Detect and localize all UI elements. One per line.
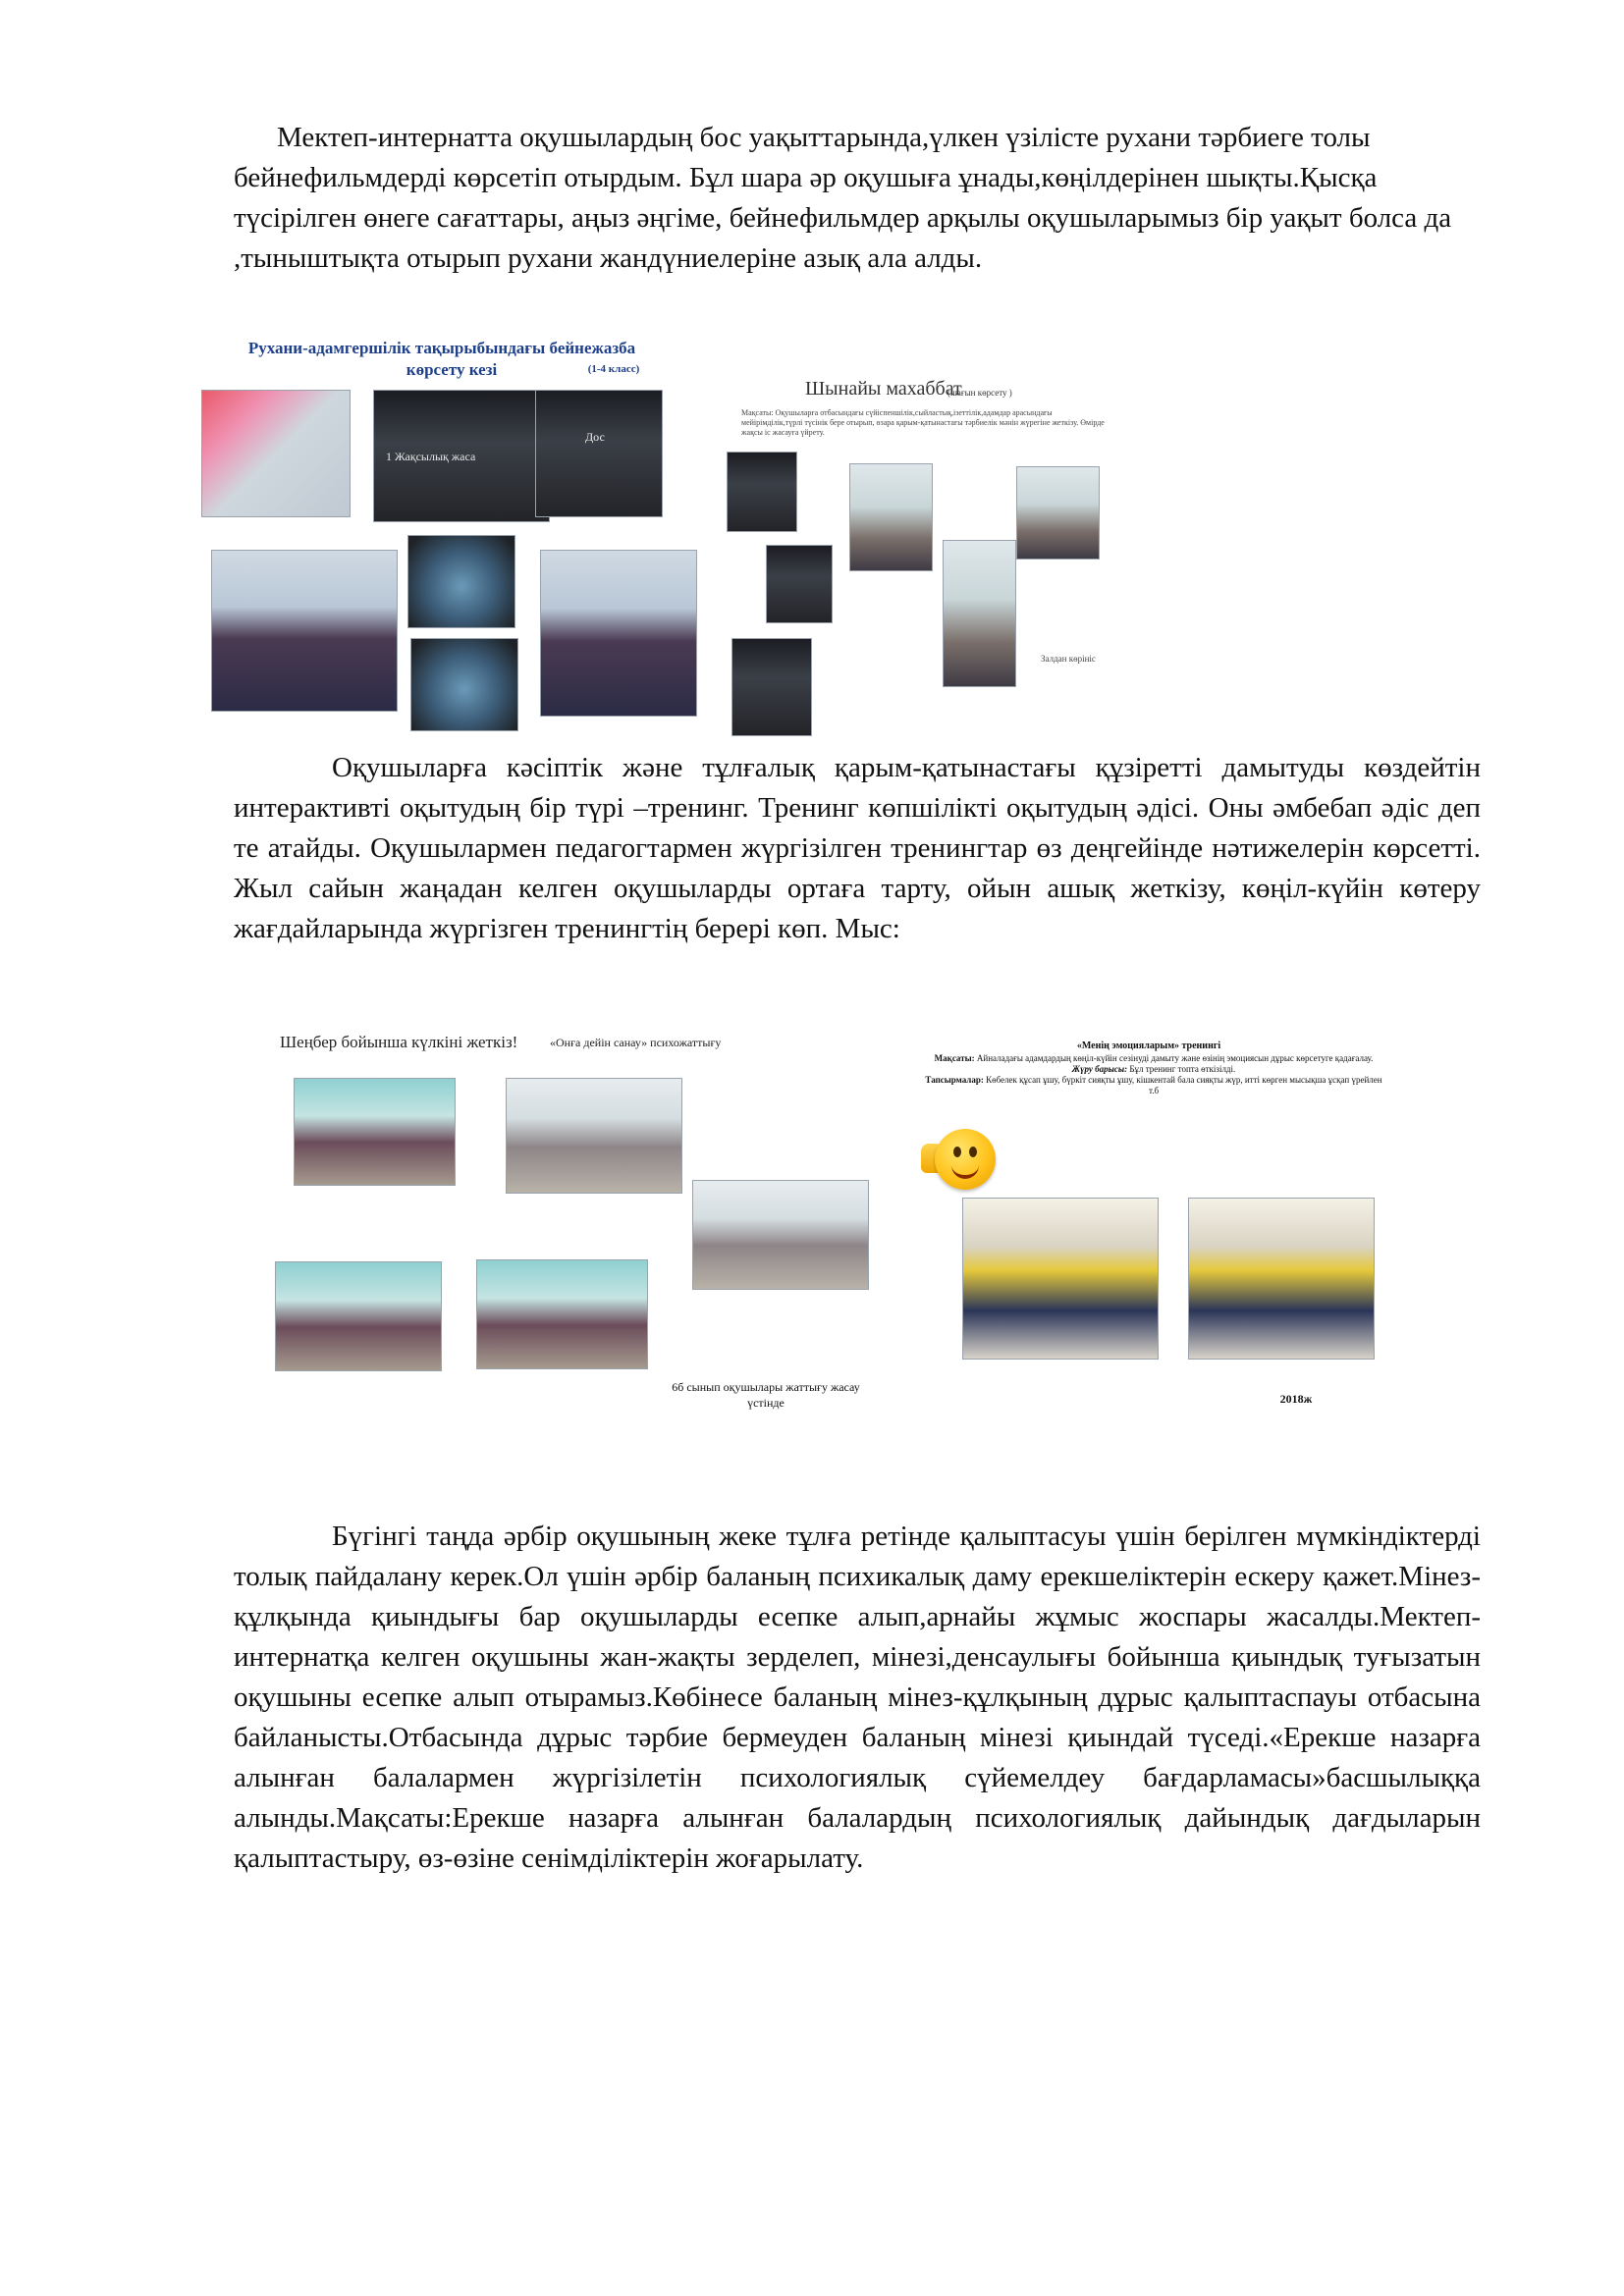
screen-photo [535, 390, 663, 517]
collage-title: Рухани-адамгершілік тақырыбындағы бейнежазба [247, 339, 636, 357]
film-photo [766, 545, 833, 623]
collage-goal [923, 1053, 1384, 1096]
students-photo [211, 550, 398, 712]
class-photo [943, 540, 1016, 687]
training-photo [1188, 1198, 1375, 1360]
training-paragraph: Оқушыларға кәсіптік және тұлғалық қарым-қатынастағы құзіретті дамытуды көздейтін интерактивті оқытудың бір түрі –тренинг. Тренинг көпшілікті оқытудың әдісі. Оны әмбебап әдіс деп те атайды. Оқушылармен педагогтармен жүргізілген тренингтар өз деңгейінде нәтижелерін көрсетті. Жыл сайын жаңадан келген оқушыларды ортаға тарту, ойын ашық жеткізу, көңіл-күйін көтеру жағдайларында жүргізген тренингтің берері көп. Мыс: [234, 752, 1481, 944]
goal-label: Мақсаты: [934, 1053, 975, 1063]
cartoon-screen-photo [407, 535, 515, 628]
collage-title: Шеңбер бойынша күлкіні жеткіз! [280, 1033, 518, 1051]
psychology-paragraph: Бүгінгі таңда әрбір оқушының жеке тұлға ретінде қалыптасуы үшін берілген мүмкіндіктерді толық пайдалану керек.Ол үшін әрбір баланың психикалық даму ерекшеліктерін ескеру қажет.Мінез-құлқында қиындығы бар оқушыларды есепке алып,арнайы жұмыс жоспары жасалды.Мектеп-интернатқа келген оқушыны жан-жақты зерделеп, мінезі,денсаулығы бойынша қиындық туғызатын оқушыны есепке алып отырамыз.Көбінесе баланың мінез-құлқының дұрыс қалыптаспауы отбасына байланысты.Отбасында дұрыс тәрбие бермеуден баланың мінезі қиындай түседі.«Ерекше назарға алынған балалармен жүргізілетін психологиялық сүйемелдеу бағдарламасы»басшылыққа алынды.Мақсаты:Ерекше назарға алынған балалардың психологиялық дайындық дағдыларын қалыптастыру, өз-өзіне сенімділіктерін жоғарылату. [234, 1521, 1481, 1874]
collage-subtitle: көрсету кезі [406, 360, 498, 379]
tasks-text: Көбелек құсап ұшу, бүркіт сияқты ұшу, кішкентай бала сияқты жүр, иттi көрген мысықша ұсқап үрейлен т.б [986, 1075, 1382, 1095]
smile-training-collage [270, 1031, 879, 1414]
training-photo [506, 1078, 682, 1194]
tasks-label: Тапсырмалар: [925, 1075, 984, 1085]
screen-caption: 1 Жақсылық жаса [386, 450, 476, 463]
collage-title: «Менің эмоцияларым» тренингі [1076, 1041, 1221, 1051]
training-photo [692, 1180, 869, 1290]
video-viewing-collage [201, 339, 712, 726]
collage-goal: Мақсаты: Оқушыларға отбасындағы сүйіспеншілік,сыйластық,ізеттілік,адамдар арасындағы мейірімділік,түрлі түсінік бере отырып, өзара қарым-қатынастағы тәрбиелік мәнін жүрегіне жеткізу. Өмірде жақсы іс жасауға үйрету. [741, 408, 1105, 437]
collage-caption: 6б сынып оқушылары жаттығу жасау үстінде [672, 1380, 860, 1410]
goal-text: Айналадағы адамдардың көңіл-күйін сезінуді дамыту және өзінің эмоциясын дұрыс көрсетуге қадағалау. [976, 1053, 1374, 1063]
process-label: Жүру барысы: [1071, 1064, 1128, 1074]
screen-caption: Дос [585, 430, 605, 444]
film-photo [731, 638, 812, 736]
training-photo [275, 1261, 442, 1371]
collage-title-note: «Онға дейін санау» психожаттығу [550, 1036, 722, 1049]
class-photo [849, 463, 933, 571]
process-text: Бұл тренинг топта өткізілді. [1129, 1064, 1236, 1074]
classroom-photo [201, 390, 351, 517]
collage-title-note: (шағын көрсету ) [947, 388, 1012, 398]
emotions-training-collage [913, 1041, 1394, 1414]
collage-grade: (1-4 класс) [587, 363, 640, 375]
intro-paragraph: Мектеп-интернатта оқушылардың бос уақыттарында,үлкен үзілісте рухани тәрбиеге толы бейнефильмдерді көрсетіп отырдым. Бұл шара әр оқушыға ұнады,көңілдерінен шықты.Қысқа түсірілген өнеге сағаттары, аңыз әңгіме, бейнефильмдер арқылы оқушыларымыз бір уақыт болса да ,тыныштықта отырып рухани жандүниелеріне азық ала алды. [234, 122, 1452, 274]
students-photo [540, 550, 697, 717]
class-photo [1016, 466, 1100, 560]
corner-note: Залдан көрініс [1041, 654, 1096, 664]
collage-title: Шынайы махаббат [805, 378, 962, 400]
year-label: 2018ж [1279, 1392, 1313, 1406]
film-photo [727, 452, 797, 532]
training-photo [962, 1198, 1159, 1360]
training-photo [476, 1259, 648, 1369]
thumbs-up-smiley-icon [921, 1124, 1000, 1198]
screen-photo [373, 390, 550, 522]
cartoon-screen-photo [410, 638, 518, 731]
smiley-icon [935, 1129, 996, 1190]
training-photo [294, 1078, 456, 1186]
love-film-collage [727, 373, 1114, 736]
